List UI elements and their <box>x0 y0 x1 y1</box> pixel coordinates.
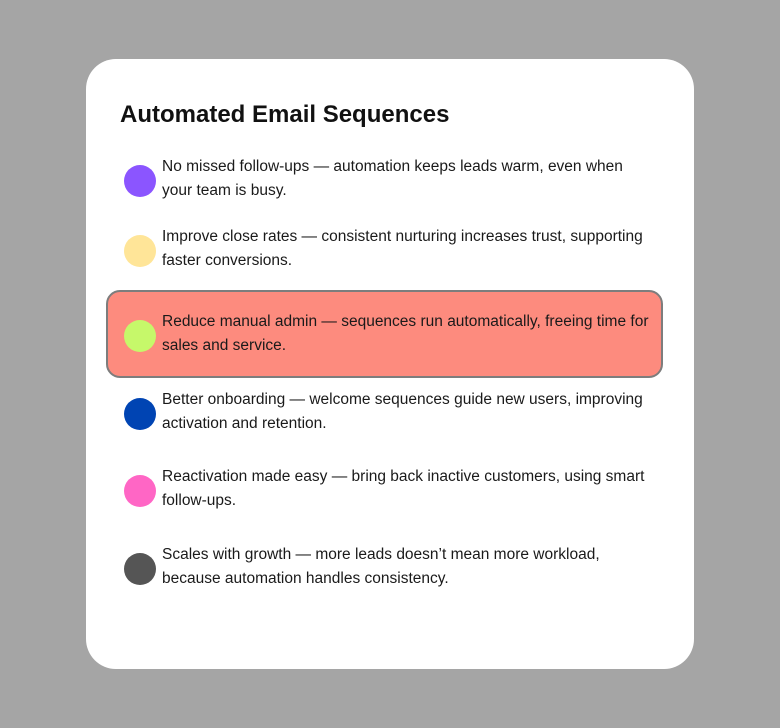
item-text: No missed follow-ups — automation keeps leads warm, even when your team is busy. <box>162 158 623 199</box>
item-text: Better onboarding — welcome sequences guide new users, improving activation and retention. <box>162 391 643 432</box>
bullet-dot <box>124 553 156 585</box>
item-text: Improve close rates — consistent nurturing increases trust, supporting faster conversions. <box>162 228 643 269</box>
item-text: Reactivation made easy — bring back inactive customers, using smart follow-ups. <box>162 468 645 509</box>
bullet-dot <box>124 475 156 507</box>
item-text: Reduce manual admin — sequences run automatically, freeing time for sales and service. <box>162 313 649 354</box>
bullet-dot <box>124 165 156 197</box>
benefits-card <box>86 59 694 669</box>
bullet-dot <box>124 235 156 267</box>
card-title: Automated Email Sequences <box>120 101 450 128</box>
bullet-dot <box>124 320 156 352</box>
item-text: Scales with growth — more leads doesn’t mean more workload, because automation handles consistency. <box>162 546 600 587</box>
bullet-dot <box>124 398 156 430</box>
